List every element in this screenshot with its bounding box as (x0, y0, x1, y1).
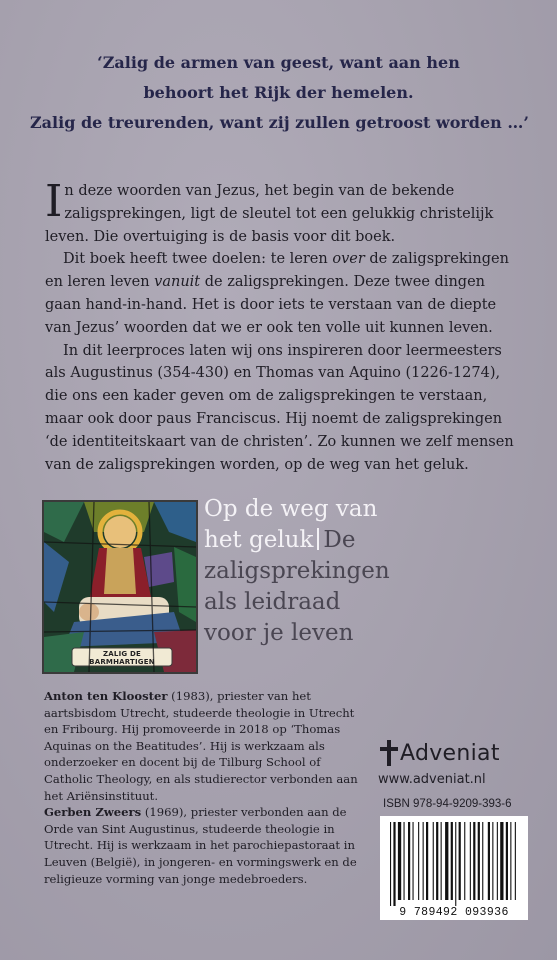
publisher-name: Adveniat (400, 740, 500, 766)
publisher-logo (378, 740, 528, 766)
emphasis-text: vanuit (154, 274, 201, 291)
book-title (204, 494, 524, 649)
author-name: Gerben Zweers (44, 805, 142, 820)
quote-line: Zalig de treurenden, want zij zullen getroost worden …’ (30, 113, 529, 132)
barcode-bar (436, 822, 438, 900)
barcode-bar (510, 822, 511, 900)
cross-logo-icon (378, 740, 400, 766)
barcode-bar (404, 822, 405, 900)
stained-glass-image (42, 500, 198, 674)
blurb-paragraph: In dit leerproces laten wij ons inspireren door leermeesters als Augustinus (354-430) en Thomas van Aquino (1226-1274), die ons een kader geven om de zaligsprekingen te verstaan, maar ook door paus Franciscus. Hij noemt de zaligsprekingen ‘de identiteitskaart van de christen’. Zo kunnen we zelf mensen van de zaligsprekingen worden, op de weg van het geluk. (45, 342, 514, 473)
title-separator (317, 528, 319, 550)
barcode-bar (445, 822, 448, 900)
barcode-bar (441, 822, 442, 900)
subtitle-line: als leidraad (204, 589, 341, 615)
title-text: het geluk (204, 527, 314, 553)
drop-cap: I (45, 176, 63, 227)
barcode-bar (393, 822, 395, 906)
title-line: Op de weg van (204, 496, 378, 522)
author-bio-text: (1983), priester van het aartsbisdom Utrecht, studeerde theologie in Utrecht en Fribourg. Hij promoveerde in 2018 op ‘Thomas Aquinas on the Beatitudes’. Hij is werkzaam als onderzoeker en docent bij de Tilburg School of Catholic Theology, en als studierector verbonden aan het Ariënsinstituut. (44, 689, 358, 803)
barcode-bar (423, 822, 424, 900)
blurb-text (45, 176, 520, 476)
barcode-bar (488, 822, 490, 900)
barcode-digits: 9 789492 093936 (380, 906, 528, 919)
paragraph-text: de zaligsprekingen en leren leven (45, 251, 509, 291)
barcode-bar (426, 822, 428, 900)
stained-glass-illustration (44, 502, 196, 672)
barcode-bar (473, 822, 475, 900)
subtitle-line: zaligsprekingen (204, 558, 390, 584)
barcode-bar (500, 822, 503, 900)
barcode-bar (482, 822, 483, 900)
barcode-bar (408, 822, 410, 900)
barcode-bar (506, 822, 508, 900)
blurb-paragraph (45, 248, 520, 339)
subtitle-line: voor je leven (204, 620, 354, 646)
blurb-paragraph (45, 176, 520, 248)
quote-line: behoort het Rijk der hemelen. (143, 83, 414, 102)
barcode-bar (398, 822, 401, 900)
isbn-label: ISBN 978-94-9209-393-6 (383, 798, 512, 810)
paragraph-text: de zaligsprekingen. Deze twee dingen gaan hand-in-hand. Het is door iets te verstaan van de diepte van Jezus’ woorden dat we er ook ten volle uit kunnen leven. (45, 274, 497, 336)
barcode-bar (464, 822, 465, 900)
barcode (380, 816, 528, 920)
beatitude-quote (30, 48, 527, 138)
barcode-bar (455, 822, 456, 906)
author-bio-text: (1969), priester verbonden aan de Orde van Sint Augustinus, studeerde theologie in Utrecht. Hij is werkzaam in het parochiepastoraat in Leuven (België), in jongeren- en vormingswerk en de religieuze vorming van jonge medebroeders. (44, 805, 357, 886)
barcode-bar (413, 822, 414, 900)
paragraph-text: n deze woorden van Jezus, het begin van de bekende zaligsprekingen, ligt de sleutel tot een gelukkig christelijk leven. Die overtuiging is de basis voor dit boek. (45, 183, 494, 245)
window-banner-text: ZALIG DE BARMHARTIGEN (89, 650, 155, 666)
barcode-bar (492, 822, 493, 900)
publisher-block (378, 740, 528, 787)
barcode-bar (459, 822, 461, 900)
subtitle-text: De (323, 527, 356, 553)
barcode-bar (418, 822, 419, 900)
barcode-bar (478, 822, 480, 900)
paragraph-text: Dit boek heeft twee doelen: te leren (63, 251, 333, 268)
barcode-bar (433, 822, 434, 900)
emphasis-text: over (332, 251, 365, 268)
barcode-bar (390, 822, 391, 906)
barcode-bar (497, 822, 498, 900)
title-line-2 (204, 525, 524, 556)
barcode-bar (470, 822, 471, 900)
author-bios (44, 688, 364, 887)
quote-line: ‘Zalig de armen van geest, want aan hen (97, 53, 460, 72)
barcode-bar (451, 822, 453, 900)
barcode-bar (515, 822, 516, 900)
barcode-bars (380, 816, 528, 906)
publisher-website: www.adveniat.nl (378, 772, 486, 787)
author-name: Anton ten Klooster (44, 689, 168, 703)
